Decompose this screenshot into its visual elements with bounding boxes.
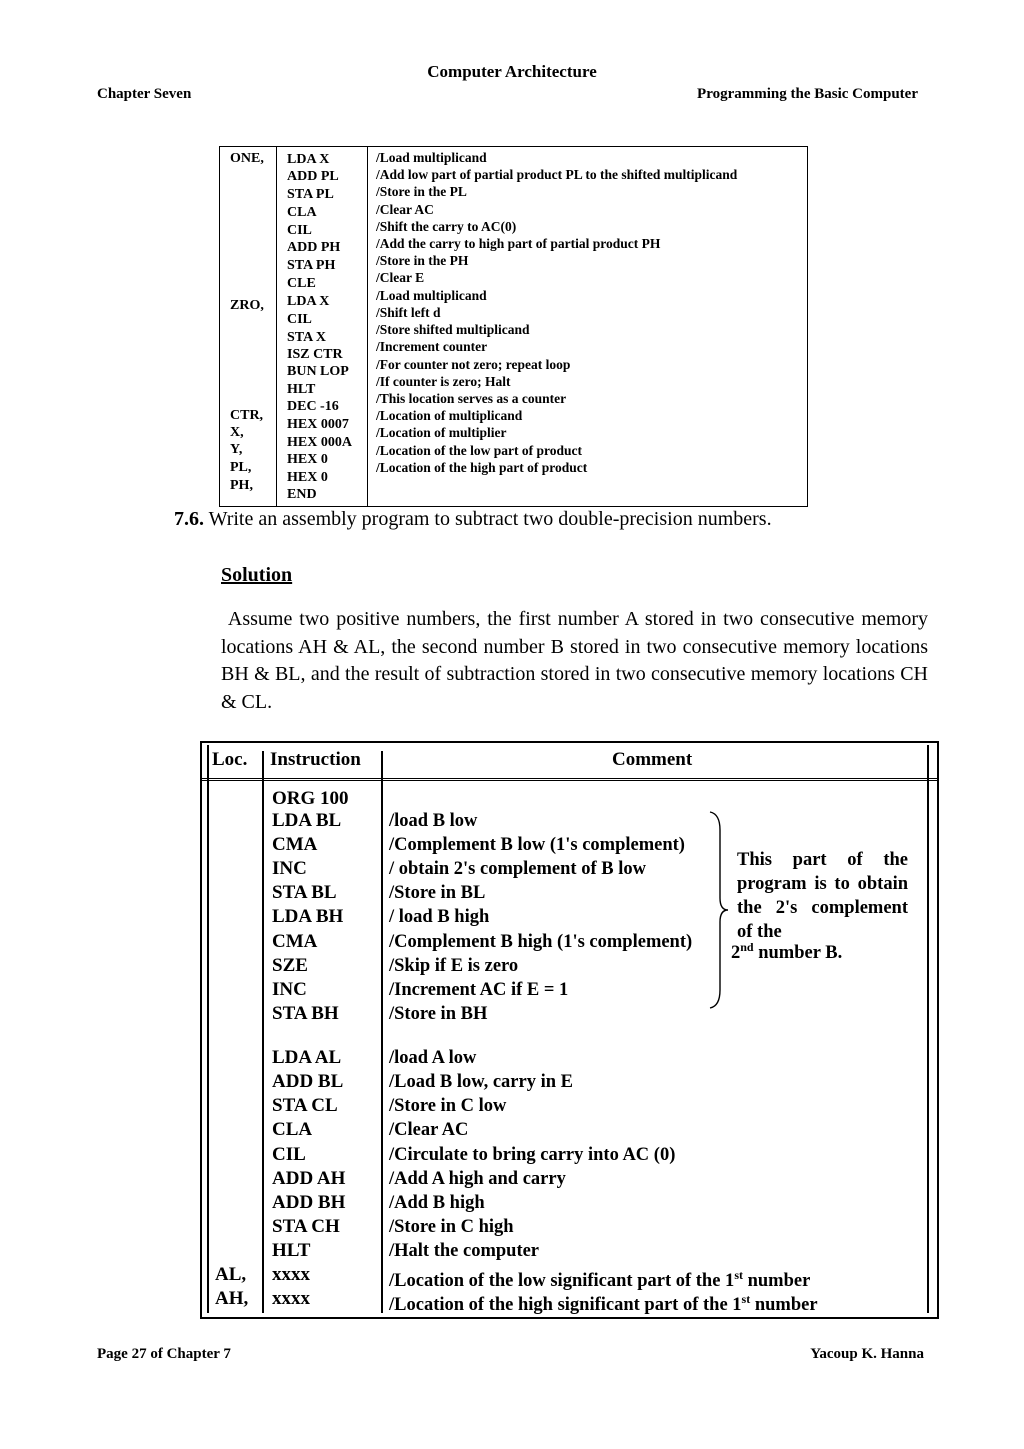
table1-comment: /Load multiplicand: [376, 288, 487, 303]
table1-instruction: CLE: [287, 276, 316, 291]
table2-instruction: SZE: [272, 955, 308, 976]
chapter-label: Chapter Seven: [97, 86, 192, 102]
table2-comment: /Location of the high significant part of the 1st number: [389, 1292, 818, 1316]
table1-comment: /Add the carry to high part of partial product PH: [376, 236, 661, 251]
table1-comment: /Location of multiplicand: [376, 408, 523, 423]
table1-comment: /Shift the carry to AC(0): [376, 219, 517, 234]
table1-label: PH,: [230, 478, 253, 493]
label-column: [220, 147, 277, 506]
multiplication-program-table: [219, 146, 808, 507]
question-text: Write an assembly program to subtract two double-precision numbers.: [208, 508, 772, 530]
table1-label: ONE,: [230, 151, 264, 166]
header-comment: Comment: [612, 749, 693, 770]
table1-instruction: ADD PL: [287, 169, 339, 184]
table2-comment: /load B low: [389, 811, 478, 831]
table1-comment: /Add low part of partial product PL to the shifted multiplicand: [376, 167, 738, 182]
table2-comment: /Store in BL: [389, 883, 486, 903]
page-number: Page 27 of Chapter 7: [97, 1346, 231, 1362]
table2-comment: / obtain 2's complement of B low: [389, 859, 646, 879]
table1-instruction: END: [287, 487, 317, 502]
table1-comment: /Location of the low part of product: [376, 443, 582, 458]
table2-instruction: LDA BL: [272, 810, 342, 831]
solution-heading: Solution: [221, 564, 293, 586]
table2-instruction: LDA BH: [272, 906, 344, 927]
table1-comment: /Location of multiplier: [376, 425, 507, 440]
table1-instruction: HEX 0: [287, 452, 328, 467]
table2-comment: /Increment AC if E = 1: [389, 980, 569, 1000]
table2-comment: /Complement B low (1's complement): [389, 835, 685, 855]
table2-instruction: ADD BL: [272, 1071, 344, 1092]
table1-label: ZRO,: [230, 298, 264, 313]
table1-instruction: LDA X: [287, 152, 330, 167]
table1-label: X,: [230, 425, 244, 440]
table1-comment: /Clear E: [376, 270, 425, 285]
table2-instruction: ADD AH: [272, 1168, 346, 1189]
table1-label: CTR,: [230, 408, 264, 423]
table2-loc: AH,: [215, 1288, 249, 1309]
table1-instruction: HEX 0007: [287, 417, 349, 432]
table1-instruction: BUN LOP: [287, 364, 349, 379]
table2-instruction: STA BH: [272, 1003, 339, 1024]
org-directive: ORG 100: [272, 788, 349, 809]
table2-instruction: CIL: [272, 1144, 306, 1165]
table1-comment: /Location of the high part of product: [376, 460, 588, 475]
table1-instruction: CLA: [287, 205, 317, 220]
table1-comment: /Clear AC: [376, 202, 434, 217]
table2-comment: /Store in C high: [389, 1217, 514, 1237]
table2-instruction: STA CL: [272, 1095, 338, 1116]
author-name: Yacoup K. Hanna: [810, 1346, 924, 1362]
table2-instruction: xxxx: [272, 1288, 310, 1309]
table1-instruction: STA PL: [287, 187, 334, 202]
table2-comment: /Add B high: [389, 1193, 485, 1213]
table1-label: PL,: [230, 460, 252, 475]
brace-annotation: This part of the program is to obtain the 2's complement of the: [737, 850, 908, 942]
instruction-column: [277, 147, 368, 506]
table1-comment: /Store shifted multiplicand: [376, 322, 530, 337]
table2-loc: AL,: [215, 1264, 247, 1285]
table2-instruction: INC: [272, 858, 307, 879]
document-title: Computer Architecture: [427, 62, 597, 81]
table1-comment: /Store in the PL: [376, 184, 467, 199]
header-loc: Loc.: [212, 749, 248, 770]
curly-brace-icon: [708, 810, 730, 1010]
table2-instruction: CLA: [272, 1119, 313, 1140]
table1-instruction: LDA X: [287, 294, 330, 309]
table1-instruction: ADD PH: [287, 240, 341, 255]
table1-instruction: HEX 000A: [287, 435, 352, 450]
table2-comment: /Store in C low: [389, 1096, 507, 1116]
table1-instruction: STA PH: [287, 258, 336, 273]
table1-comment: /Shift left d: [376, 305, 441, 320]
table2-instruction: STA BL: [272, 882, 337, 903]
table1-instruction: DEC -16: [287, 399, 339, 414]
table1-instruction: CIL: [287, 223, 312, 238]
table1-instruction: ISZ CTR: [287, 347, 343, 362]
table1-comment: /Increment counter: [376, 339, 488, 354]
section-label: Programming the Basic Computer: [697, 86, 918, 102]
table1-instruction: STA X: [287, 330, 327, 345]
table2-comment: /Load B low, carry in E: [389, 1072, 573, 1092]
header-instruction: Instruction: [270, 749, 361, 770]
table2-comment: /load A low: [389, 1048, 477, 1068]
table2-comment: /Circulate to bring carry into AC (0): [389, 1145, 676, 1165]
table2-comment: /Skip if E is zero: [389, 956, 519, 976]
question-number: 7.6.: [174, 508, 204, 530]
table2-instruction: xxxx: [272, 1264, 310, 1285]
table1-comment: /Load multiplicand: [376, 150, 487, 165]
table2-comment: /Complement B high (1's complement): [389, 932, 693, 952]
table1-label: Y,: [230, 442, 243, 457]
table2-instruction: STA CH: [272, 1216, 340, 1237]
table1-instruction: HEX 0: [287, 470, 328, 485]
table2-comment: /Add A high and carry: [389, 1169, 566, 1189]
brace-annotation-tail: 2nd number B.: [731, 940, 843, 964]
table1-comment: /This location serves as a counter: [376, 391, 567, 406]
table2-comment: /Location of the low significant part of the 1st number: [389, 1268, 811, 1292]
table1-instruction: CIL: [287, 312, 312, 327]
comment-column: [368, 147, 807, 506]
table2-instruction: CMA: [272, 931, 318, 952]
table2-comment: /Clear AC: [389, 1120, 469, 1140]
table1-comment: /If counter is zero; Halt: [376, 374, 511, 389]
table2-instruction: CMA: [272, 834, 318, 855]
solution-paragraph: Assume two positive numbers, the first number A stored in two consecutive memory locations AH & AL, the second number B stored in two consecutive memory locations BH & BL, and the result of subtraction stored in two consecutive memory locations CH & CL.: [221, 608, 929, 713]
table2-instruction: ADD BH: [272, 1192, 346, 1213]
table2-comment: /Store in BH: [389, 1004, 488, 1024]
table2-comment: / load B high: [389, 907, 490, 927]
table2-instruction: HLT: [272, 1240, 311, 1261]
table1-comment: /Store in the PH: [376, 253, 469, 268]
table2-comment: /Halt the computer: [389, 1241, 540, 1261]
question-7-6: [174, 508, 772, 531]
table2-instruction: LDA AL: [272, 1047, 342, 1068]
table1-instruction: HLT: [287, 382, 316, 397]
table1-comment: /For counter not zero; repeat loop: [376, 357, 571, 372]
table2-instruction: INC: [272, 979, 307, 1000]
